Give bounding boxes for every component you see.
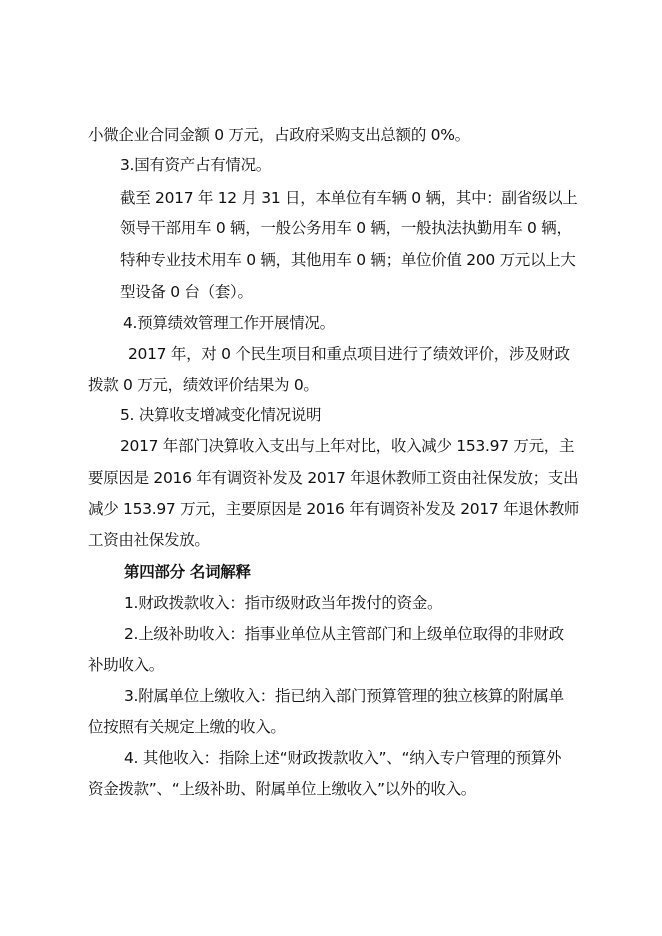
text-line: 领导干部用车 0 辆，一般公务用车 0 辆，一般执法执勤用车 0 辆， [120, 219, 572, 237]
definition-line: 3.附属单位上缴收入：指已纳入部门预算管理的独立核算的附属单 [124, 687, 564, 705]
text-line: 特种专业技术用车 0 辆，其他用车 0 辆；单位价值 200 万元以上大 [120, 251, 576, 269]
definition-line: 2.上级补助收入：指事业单位从主管部门和上级单位取得的非财政 [124, 625, 564, 643]
definition-line: 4. 其他收入：指除上述“财政拨款收入”、“纳入专户管理的预算外 [124, 749, 562, 767]
section-heading: 4.预算绩效管理工作开展情况。 [123, 314, 335, 332]
definition-line: 位按照有关规定上缴的收入。 [88, 718, 286, 736]
section-heading: 3.国有资产占有情况。 [120, 156, 271, 174]
section-heading: 5. 决算收支增减变化情况说明 [120, 406, 322, 424]
text-line: 要原因是 2016 年有调资补发及 2017 年退休教师工资由社保发放；支出 [88, 469, 579, 487]
definition-line: 资金拨款”、“上级补助、附属单位上缴收入”以外的收入。 [88, 780, 476, 798]
text-line: 2017 年，对 0 个民生项目和重点项目进行了绩效评价，涉及财政 [128, 345, 570, 363]
text-line: 拨款 0 万元，绩效评价结果为 0。 [88, 376, 319, 394]
text-line: 2017 年部门决算收入支出与上年对比，收入减少 153.97 万元，主 [120, 437, 575, 455]
definition-line: 1.财政拨款收入：指市级财政当年拨付的资金。 [124, 594, 443, 612]
text-line: 工资由社保发放。 [88, 531, 210, 549]
text-line: 减少 153.97 万元，主要原因是 2016 年有调资补发及 2017 年退休教师 [88, 500, 580, 518]
definition-line: 补助收入。 [88, 656, 165, 674]
text-line: 型设备 0 台（套）。 [120, 283, 253, 301]
text-line: 截至 2017 年 12 月 31 日，本单位有车辆 0 辆，其中：副省级以上 [120, 189, 578, 207]
part-heading: 第四部分 名词解释 [124, 563, 251, 581]
text-line: 小微企业合同金额 0 万元，占政府采购支出总额的 0%。 [88, 126, 470, 144]
